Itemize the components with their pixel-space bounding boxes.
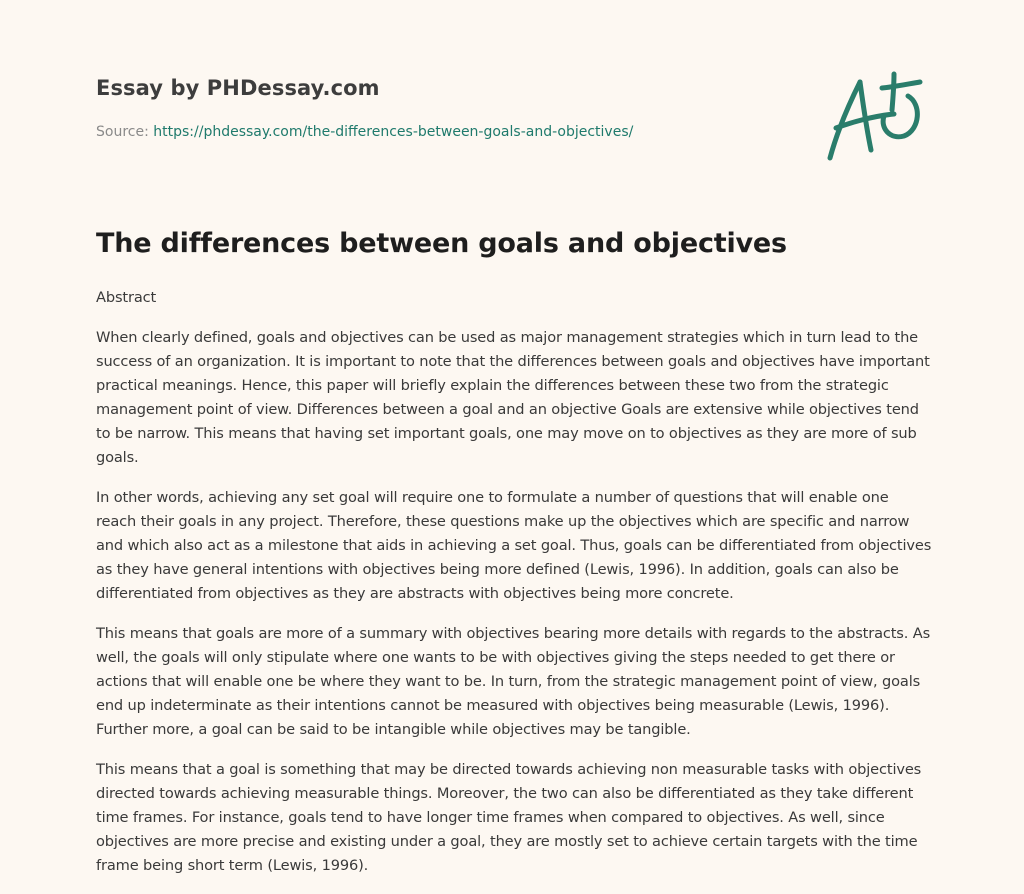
plus-horizontal-stroke <box>882 82 920 88</box>
paragraph-3: This means that goals are more of a summary with objectives bearing more details with regards to the abstracts. As well, the goals will only stipulate where one wants to be with objectives giving the steps needed to get there or actions that will enable one be where they want to be. In turn, from the strategic management point of view, goals end up indeterminate as their intentions cannot be measured with objectives being measurable (Lewis, 1996). Further more, a goal can be said to be intangible while objectives may be tangible. <box>96 625 931 738</box>
plus-vertical-stroke <box>892 74 894 110</box>
source-link[interactable]: https://phdessay.com/the-differences-between-goals-and-objectives/ <box>153 124 634 140</box>
essay-content <box>96 286 932 894</box>
source-label: Source: <box>96 124 154 140</box>
paragraph-2: In other words, achieving any set goal will require one to formulate a number of questions that will enable one reach their goals in any project. Therefore, these questions make up the objectives which are specific and narrow and which also act as a milestone that aids in achieving a set goal. Thus, goals can be differentiated from objectives as they have general intentions with objectives being more defined (Lewis, 1996). In addition, goals can also be differentiated from objectives as they are abstracts with objectives being more concrete. <box>96 489 932 602</box>
abstract-heading: Abstract <box>96 289 157 306</box>
paragraph-4: This means that a goal is something that may be directed towards achieving non measurable tasks with objectives directed towards achieving measurable things. Moreover, the two can also be differentiated as they take different time frames. For instance, goals tend to have longer time frames when compared to objectives. As well, since objectives are more precise and existing under a goal, they are mostly set to achieve certain targets with the time frame being short term (Lewis, 1996). <box>96 761 922 874</box>
a-plus-logo <box>822 70 928 164</box>
site-title: Essay by PHDessay.com <box>96 76 380 100</box>
source-line <box>96 124 633 140</box>
essay-title: The differences between goals and objectives <box>96 228 787 259</box>
paragraph-1: When clearly defined, goals and objectives can be used as major management strategies which in turn lead to the success of an organization. It is important to note that the differences between goals and objectives have important practical meanings. Hence, this paper will briefly explain the differences between these two from the strategic management point of view. Differences between a goal and an objective Goals are extensive while objectives tend to be narrow. This means that having set important goals, one may move on to objectives as they are more of sub goals. <box>96 329 930 466</box>
